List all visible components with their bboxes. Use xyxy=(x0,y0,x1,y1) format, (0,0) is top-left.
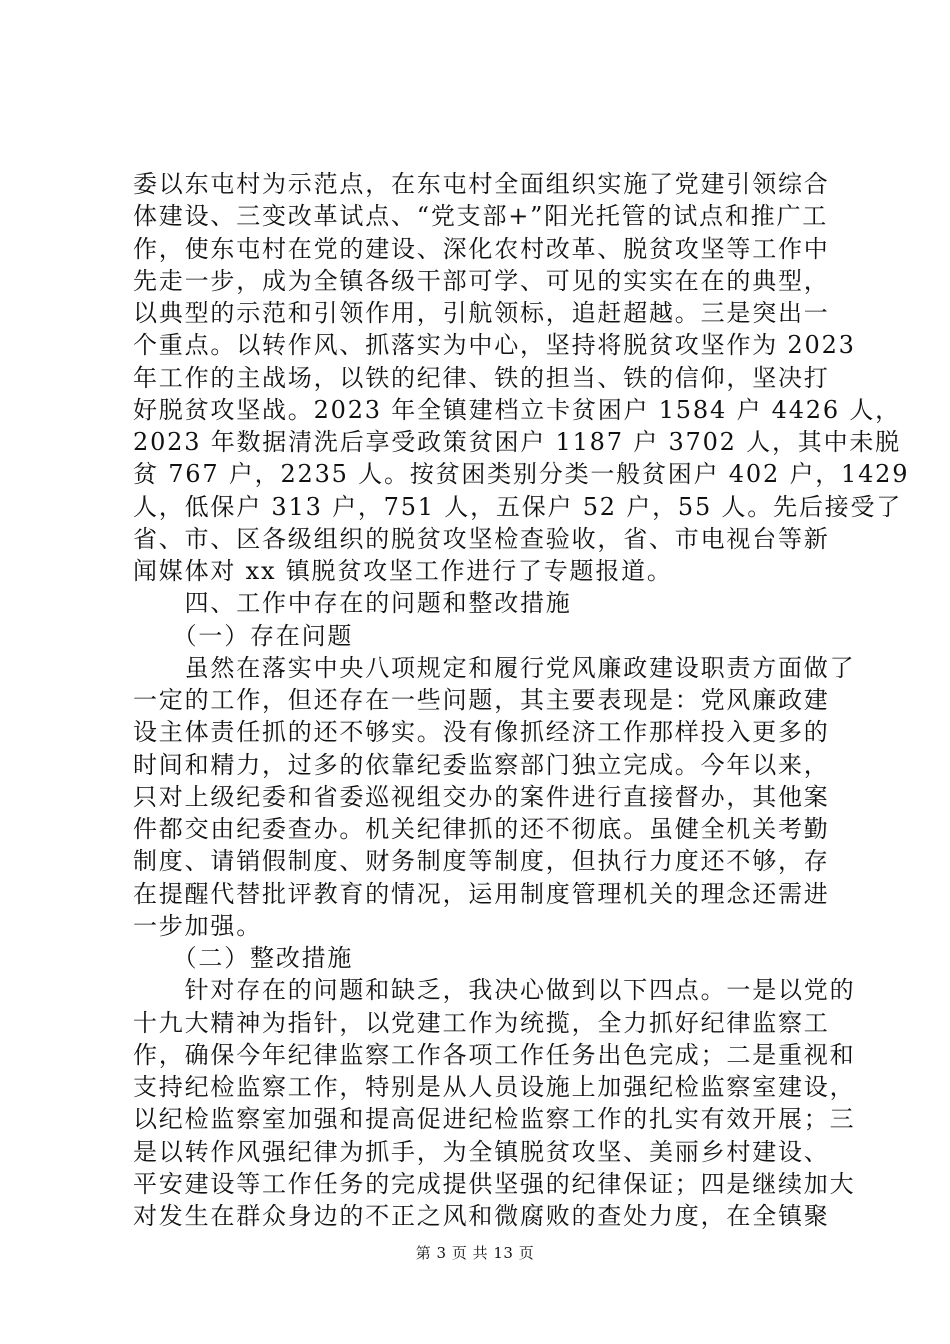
text-line: 虽然在落实中央八项规定和履行党风廉政建设职责方面做了 xyxy=(133,653,856,682)
text-line: 对发生在群众身边的不正之风和微腐败的查处力度，在全镇聚 xyxy=(133,1202,830,1230)
text-line: 先走一步，成为全镇各级干部可学、可见的实实在在的典型， xyxy=(133,266,830,295)
text-line: 好脱贫攻坚战。2023 年全镇建档立卡贫困户 1584 户 4426 人， xyxy=(133,395,901,424)
text-line: 只对上级纪委和省委巡视组交办的案件进行直接督办，其他案 xyxy=(133,782,830,811)
text-line: 一步加强。 xyxy=(133,911,262,940)
text-line: 人，低保户 313 户，751 人，五保户 52 户，55 人。先后接受了 xyxy=(133,492,903,521)
text-line: 十九大精神为指针，以党建工作为统揽，全力抓好纪律监察工 xyxy=(133,1008,830,1037)
text-line: 平安建设等工作任务的完成提供坚强的纪律保证；四是继续加大 xyxy=(133,1169,856,1198)
text-line: 以纪检监察室加强和提高促进纪检监察工作的扎实有效开展；三 xyxy=(133,1105,856,1134)
text-line: 一定的工作，但还存在一些问题，其主要表现是：党风廉政建 xyxy=(133,686,830,714)
text-line: 年工作的主战场，以铁的纪律、铁的担当、铁的信仰，坚决打 xyxy=(133,363,830,392)
text-line: 体建设、三变改革试点、“党支部+”阳光托管的试点和推广工 xyxy=(133,202,829,231)
text-line: 闻媒体对 xx 镇脱贫攻坚工作进行了专题报道。 xyxy=(133,557,673,585)
text-line: 作，使东屯村在党的建设、深化农村改革、脱贫攻坚等工作中 xyxy=(133,234,830,263)
text-line: 以典型的示范和引领作用，引航领标，追赶超越。三是突出一 xyxy=(133,299,830,327)
text-line: 个重点。以转作风、抓落实为中心，坚持将脱贫攻坚作为 2023 xyxy=(133,331,856,360)
section-heading: 四、工作中存在的问题和整改措施 xyxy=(133,589,572,618)
text-line: 支持纪检监察工作，特别是从人员设施上加强纪检监察室建设， xyxy=(133,1073,856,1101)
text-line: 件都交由纪委查办。机关纪律抓的还不彻底。虽健全机关考勤 xyxy=(133,815,830,843)
text-line: 省、市、区各级组织的脱贫攻坚检查验收，省、市电视台等新 xyxy=(133,524,830,553)
text-line: 在提醒代替批评教育的情况，运用制度管理机关的理念还需进 xyxy=(133,879,830,908)
text-line: 时间和精力，过多的依靠纪委监察部门独立完成。今年以来， xyxy=(133,750,830,779)
text-line: 是以转作风强纪律为抓手，为全镇脱贫攻坚、美丽乡村建设、 xyxy=(133,1137,830,1166)
subsection-heading: （一）存在问题 xyxy=(133,621,354,650)
text-line: 设主体责任抓的还不够实。没有像抓经济工作那样投入更多的 xyxy=(133,718,830,747)
text-line: 2023 年数据清洗后享受政策贫困户 1187 户 3702 人，其中未脱 xyxy=(133,428,901,456)
text-line: 制度、请销假制度、财务制度等制度，但执行力度还不够，存 xyxy=(133,847,830,876)
text-line: 作，确保今年纪律监察工作各项工作任务出色完成；二是重视和 xyxy=(133,1040,856,1069)
subsection-heading: （二）整改措施 xyxy=(133,944,354,972)
page-number: 第 3 页 共 13 页 xyxy=(415,1244,535,1262)
text-line: 贫 767 户，2235 人。按贫困类别分类一般贫困户 402 户，1429 xyxy=(133,460,910,489)
text-line: 针对存在的问题和缺乏，我决心做到以下四点。一是以党的 xyxy=(133,976,856,1005)
body-text xyxy=(133,168,910,1232)
text-line: 委以东屯村为示范点，在东屯村全面组织实施了党建引领综合 xyxy=(133,170,830,198)
